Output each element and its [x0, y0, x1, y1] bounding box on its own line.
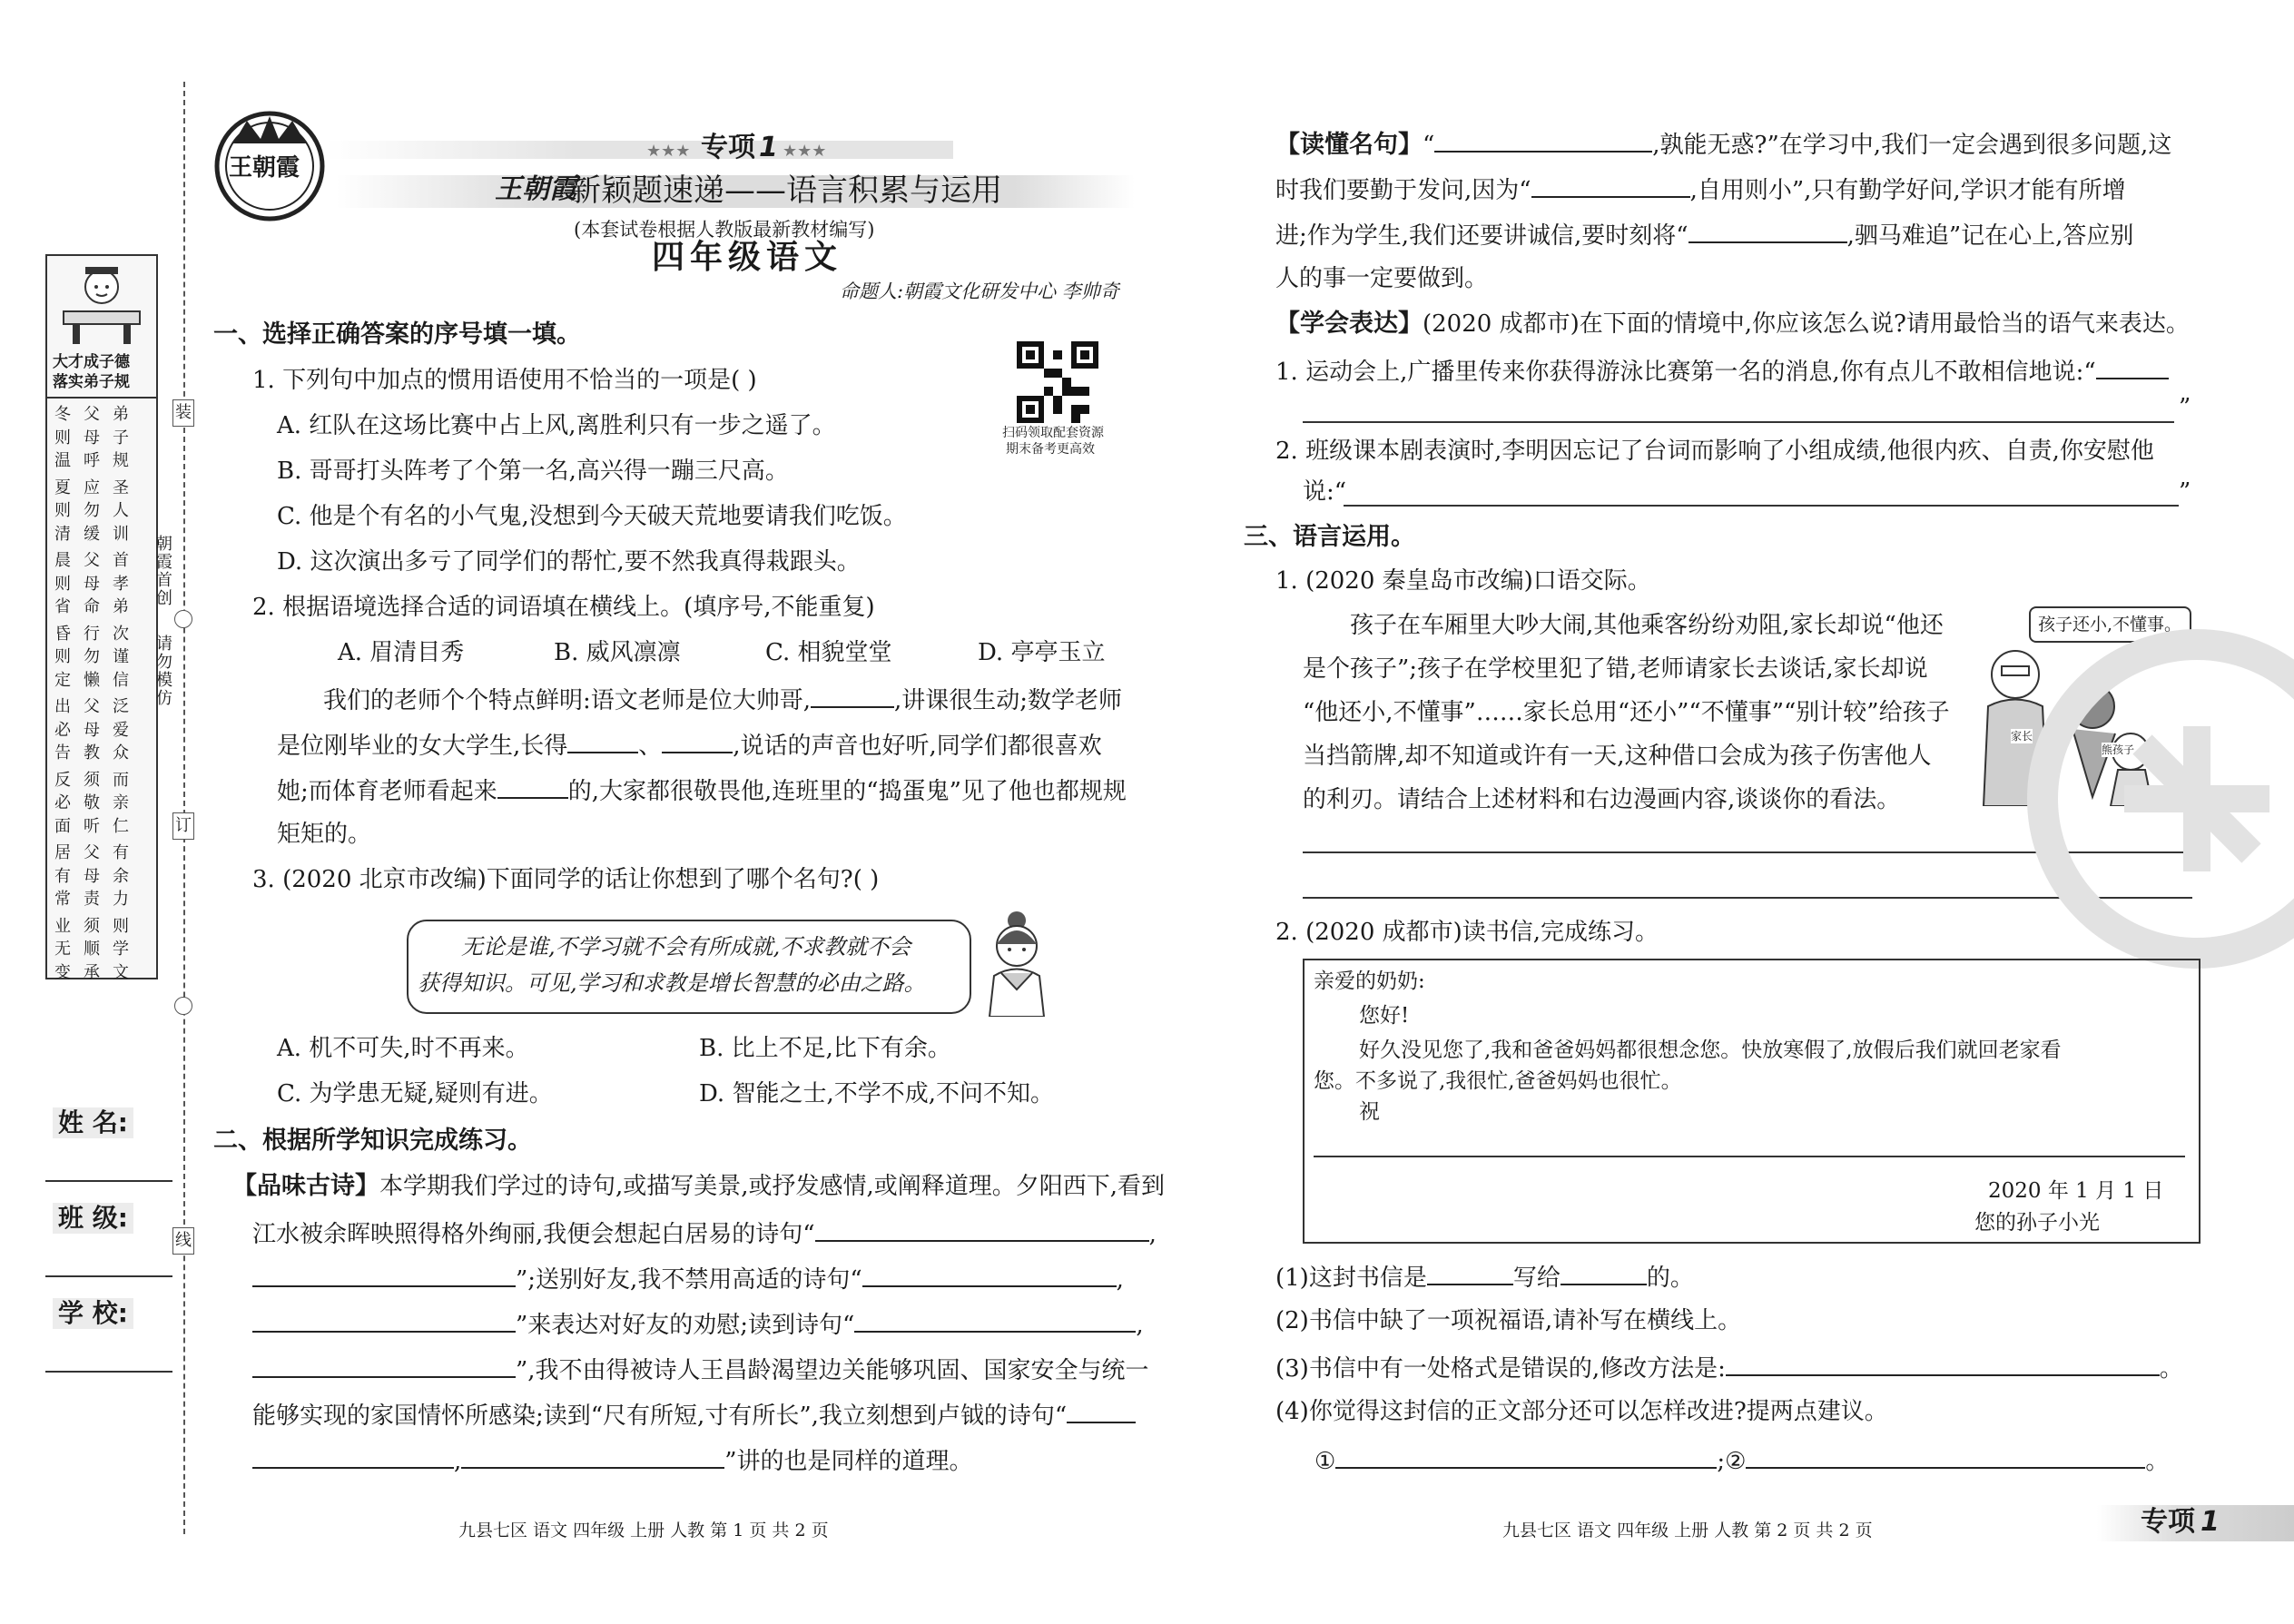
poetry-blank-4[interactable] [252, 1307, 516, 1333]
q1-option-b: B. 哥哥打头阵考了个第一名,高兴得一蹦三尺高。 [277, 458, 789, 485]
s3-q1-p4: 当挡箭牌,却不知道或许有一天,这种借口会成为孩子伤害他人 [1303, 743, 1932, 770]
sidebar-poem-row: 变承文 [54, 962, 142, 982]
binding-mark-2: 订 [172, 812, 194, 840]
q3-option-d: D. 智能之士,不学不成,不问不知。 [699, 1080, 1054, 1107]
student-illustration [976, 908, 1058, 1017]
sidebar-poem-row: 反须而 [54, 770, 142, 790]
header-subtitle: (本套试卷根据人教版最新教材编写) [574, 219, 875, 241]
sidebar-poem-row: 则母孝 [54, 574, 142, 594]
letter-from-blank[interactable] [1427, 1260, 1513, 1285]
q3-bubble-line1: 无论是谁,不学习就不会有所成就,不求教就不会 [461, 934, 911, 960]
letter-wish: 祝 [1359, 1100, 1380, 1124]
section2-heading: 二、根据所学知识完成练习。 [213, 1127, 532, 1155]
poetry-line6: 能够实现的家国情怀所感染;读到“尺有所短,寸有所长”,我立刻想到卢钺的诗句“ [252, 1398, 1136, 1432]
q1-option-d: D. 这次演出多亏了同学们的帮忙,要不然我真得栽跟头。 [277, 548, 861, 576]
letter-date: 2020 年 1 月 1 日 [1988, 1179, 2164, 1203]
express-blank-1b[interactable] [1303, 421, 2174, 423]
q2-blank-3[interactable] [662, 728, 733, 753]
sidebar-poem-row: 则勿谨 [54, 647, 142, 666]
letter-blessing-line[interactable] [1314, 1156, 2185, 1157]
q1-option-a: A. 红队在这场比赛中占上风,离胜利只有一步之遥了。 [277, 412, 836, 439]
q2-blank-4[interactable] [497, 773, 568, 799]
qr-code [1017, 341, 1098, 423]
binding-circle-2 [174, 997, 192, 1015]
cartoon-label-child: 熊孩子 [2102, 743, 2135, 756]
sidebar-poem [54, 403, 153, 988]
sidebar-poem-row: 告教众 [54, 743, 142, 763]
sidebar-poem-row: 业须则 [54, 916, 142, 936]
poetry-blank-9[interactable] [461, 1443, 724, 1469]
poetry-blank-8[interactable] [252, 1443, 454, 1469]
sidebar-poem-row: 无顺学 [54, 940, 142, 959]
sidebar-poem-row: 必敬亲 [54, 793, 142, 812]
express-blank-1a[interactable] [2096, 354, 2169, 379]
s3-q1-p5: 的利刃。请结合上述材料和右边漫画内容,谈谈你的看法。 [1303, 786, 1901, 813]
school-label: 学 校: [53, 1298, 133, 1329]
qr-caption-1: 扫码领取配套资源 [1002, 426, 1104, 440]
q2-option-d: D. 亭亭玉立 [978, 639, 1106, 666]
read-line3: 进;作为学生,我们还要讲诚信,要时刻将“ ,驷马难追”记在心上,答应别 [1275, 218, 2133, 251]
brand-logo-text: 王朝霞 [229, 154, 300, 182]
qr-caption-2: 期末备考更高效 [1006, 442, 1095, 457]
letter-to-blank[interactable] [1561, 1260, 1647, 1285]
express-q2: 2. 班级课本剧表演时,李明因忘记了台词而影响了小组成绩,他很内疚、自责,你安慰他 [1275, 438, 2154, 465]
header-title: 新颖题速递——语言积累与运用 [570, 172, 1002, 209]
s3-q1-p2: 是个孩子”;孩子在学校里犯了错,老师请家长去谈话,家长却说 [1303, 655, 1928, 683]
s3-q2-suggestions: ① ;② 。 [1314, 1443, 2169, 1477]
sidebar-motto-2: 落实弟子规 [53, 373, 130, 391]
binding-vertical-text-1: 朝霞首创 [156, 535, 172, 608]
q3-option-c: C. 为学患无疑,疑则有进。 [277, 1080, 553, 1107]
footer-right: 九县七区 语文 四年级 上册 人教 第 2 页 共 2 页 [1502, 1521, 1873, 1540]
s3-q1-p1: 孩子在车厢里大吵大闹,其他乘客纷纷劝阻,家长却说“他还 [1350, 612, 1944, 639]
ribbon-banner [327, 141, 953, 159]
letter-hello: 您好! [1359, 1004, 1410, 1028]
sidebar-poem-row: 省命弟 [54, 597, 142, 616]
poetry-blank-7[interactable] [1067, 1398, 1136, 1423]
s3-q2-stem: 2. (2020 成都市)读书信,完成练习。 [1275, 919, 1659, 946]
s3-q1-stem: 1. (2020 秦皇岛市改编)口语交际。 [1275, 567, 1651, 595]
poetry-blank-3[interactable] [862, 1262, 1117, 1287]
poetry-blank-5[interactable] [854, 1307, 1136, 1333]
q3-bubble-line2: 获得知识。可见,学习和求教是增长智慧的必由之路。 [418, 970, 926, 996]
binding-vertical-text-2: 请勿模仿 [156, 635, 172, 708]
q3-stem: 3. (2020 北京市改编)下面同学的话让你想到了哪个名句?( ) [252, 866, 880, 893]
read-line4: 人的事一定要做到。 [1275, 265, 1489, 292]
sidebar-motto-1: 大才成子德 [53, 353, 130, 371]
binding-circle-1 [174, 610, 192, 628]
binding-mark-1: 装 [172, 399, 194, 427]
author-line: 命题人:朝霞文化研发中心 李帅奇 [840, 281, 1119, 302]
grade-title: 四年级语文 [652, 239, 843, 276]
express-q1: 1. 运动会上,广播里传来你获得游泳比赛第一名的消息,你有点儿不敢相信地说:“ [1275, 354, 2169, 388]
sidebar-poem-row: 则勿人 [54, 501, 142, 520]
poetry-blank-1[interactable] [815, 1216, 1149, 1242]
q1-option-c: C. 他是个有名的小气鬼,没想到今天破天荒地要请我们吃饭。 [277, 503, 907, 530]
header-stars-left: ★★★ [646, 142, 691, 161]
q3-option-a: A. 机不可失,时不再来。 [277, 1035, 529, 1062]
sidebar-poem-row: 冬父弟 [54, 405, 142, 424]
q2-blank-2[interactable] [567, 728, 638, 753]
sidebar-poem-row: 出父泛 [54, 697, 142, 716]
s3-q2-sub1: (1)这封书信是 写给 的。 [1275, 1260, 1694, 1294]
poetry-line2: 江水被余晖映照得格外绚丽,我便会想起白居易的诗句“ , [252, 1216, 1157, 1250]
sidebar-poem-row: 居父有 [54, 843, 142, 862]
poetry-blank-2[interactable] [252, 1262, 516, 1287]
q1-stem: 1. 下列句中加点的惯用语使用不恰当的一项是( ) [252, 367, 757, 394]
header-stars-right: ★★★ [783, 142, 827, 161]
q2-passage-line3: 她;而体育老师看起来 的,大家都很敬畏他,连班里的“捣蛋鬼”见了他也都规规 [277, 773, 1127, 807]
sidebar-divider [47, 397, 156, 399]
s3-q2-sub2: (2)书信中缺了一项祝福语,请补写在横线上。 [1275, 1307, 1742, 1334]
sidebar [45, 254, 158, 982]
q2-option-b: B. 威风凛凛 [554, 639, 681, 666]
footer-left: 九县七区 语文 四年级 上册 人教 第 1 页 共 2 页 [458, 1521, 829, 1540]
read-blank-3[interactable] [1689, 218, 1847, 243]
letter-greeting: 亲爱的奶奶: [1314, 969, 1425, 993]
poetry-line7: , ”讲的也是同样的道理。 [252, 1443, 973, 1477]
suggestion-blank-2[interactable] [1746, 1443, 2145, 1469]
cartoon-label-parent: 家长 [2011, 730, 2033, 743]
sidebar-poem-row: 夏应圣 [54, 477, 142, 497]
express-q1-close: ” [2179, 394, 2191, 421]
poetry-blank-6[interactable] [252, 1353, 516, 1378]
sidebar-poem-row: 定懒信 [54, 670, 142, 690]
q2-stem: 2. 根据语境选择合适的词语填在横线上。(填序号,不能重复) [252, 594, 875, 621]
express-q2-close: ” [2179, 478, 2191, 506]
sidebar-poem-row: 面听仁 [54, 816, 142, 836]
class-label: 班 级: [53, 1203, 133, 1234]
s3-q2-sub4: (4)你觉得这封信的正文部分还可以怎样改进?提两点建议。 [1275, 1398, 1888, 1425]
poetry-line5: ”,我不由得被诗人王昌龄渴望边关能够巩固、国家安全与统一 [252, 1353, 1149, 1386]
q2-passage-line4: 矩矩的。 [277, 821, 372, 848]
section3-heading: 三、语言运用。 [1244, 523, 1415, 551]
letter-body-2: 您。不多说了,我很忙,爸爸妈妈也很忙。 [1314, 1069, 1682, 1093]
letter-signature: 您的孙子小光 [1974, 1211, 2100, 1235]
s3-q1-p3: “他还小,不懂事”……家长总用“还小”“不懂事”“别计较”给孩子 [1303, 699, 1950, 726]
class-field[interactable] [45, 1275, 172, 1277]
format-fix-blank[interactable] [1726, 1351, 2160, 1376]
read-blank-2[interactable] [1531, 172, 1690, 198]
school-field[interactable] [45, 1371, 172, 1373]
q2-option-c: C. 相貌堂堂 [765, 639, 892, 666]
header-brand: 王朝霞 [495, 173, 576, 205]
q2-option-a: A. 眉清目秀 [338, 639, 465, 666]
read-line1: 【读懂名句】“ ,孰能无惑?”在学习中,我们一定会遇到很多问题,这 [1275, 127, 2171, 161]
sidebar-poem-row: 则母子 [54, 428, 142, 448]
express-q2b: 说:“ [1303, 478, 1347, 506]
q2-passage-line2: 是位刚毕业的女大学生,长得 、 ,说话的声音也好听,同学们都很喜欢 [277, 728, 1102, 762]
section1-heading: 一、选择正确答案的序号填一填。 [213, 320, 581, 349]
sidebar-poem-row: 温呼规 [54, 451, 142, 470]
sidebar-poem-row: 清缓训 [54, 524, 142, 544]
watermark-stamp [2024, 626, 2294, 971]
suggestion-blank-1[interactable] [1335, 1443, 1717, 1469]
express-intro: 【学会表达】(2020 成都市)在下面的情境中,你应该怎么说?请用最恰当的语气来表达。 [1275, 310, 2190, 338]
poetry-line4: ”来表达对好友的劝慰;读到诗句“ , [252, 1307, 1144, 1341]
special-label: 专项 1 [701, 132, 778, 163]
s3-q2-sub3: (3)书信中有一处格式是错误的,修改方法是: 。 [1275, 1351, 2183, 1384]
read-line2: 时我们要勤于发问,因为“ ,自用则小”,只有勤学好问,学识才能有所增 [1275, 172, 2126, 206]
sidebar-poem-row: 有母余 [54, 866, 142, 886]
name-label: 姓 名: [53, 1107, 133, 1138]
q3-option-b: B. 比上不足,比下有余。 [699, 1035, 951, 1062]
sidebar-poem-row: 昏行次 [54, 624, 142, 644]
express-blank-2[interactable] [1344, 505, 2179, 507]
binding-mark-3: 线 [172, 1227, 194, 1255]
sidebar-poem-row: 常责力 [54, 890, 142, 909]
read-blank-1[interactable] [1434, 127, 1652, 153]
sidebar-poem-row: 晨父首 [54, 551, 142, 570]
poetry-line3: ”;送别好友,我不禁用高适的诗句“ , [252, 1262, 1124, 1295]
letter-body-1: 好久没见您了,我和爸爸妈妈都很想念您。快放寒假了,放假后我们就回老家看 [1359, 1038, 2062, 1062]
binding-line [183, 82, 185, 1534]
q2-blank-1[interactable] [811, 683, 894, 708]
cartoon-bubble: 孩子还小,不懂事。 [2029, 606, 2191, 643]
poetry-line1: 【品味古诗】本学期我们学过的诗句,或描写美景,或抒发感情,或阐释道理。夕阳西下,看到 [232, 1172, 1166, 1200]
q2-passage-line1: 我们的老师个个特点鲜明:语文老师是位大帅哥, ,讲课很生动;数学老师 [323, 683, 1122, 716]
footer-tab-label: 专项 1 [2141, 1506, 2220, 1538]
scholar-illustration [54, 261, 149, 352]
name-field[interactable] [45, 1180, 172, 1182]
sidebar-poem-row: 必母爱 [54, 720, 142, 740]
